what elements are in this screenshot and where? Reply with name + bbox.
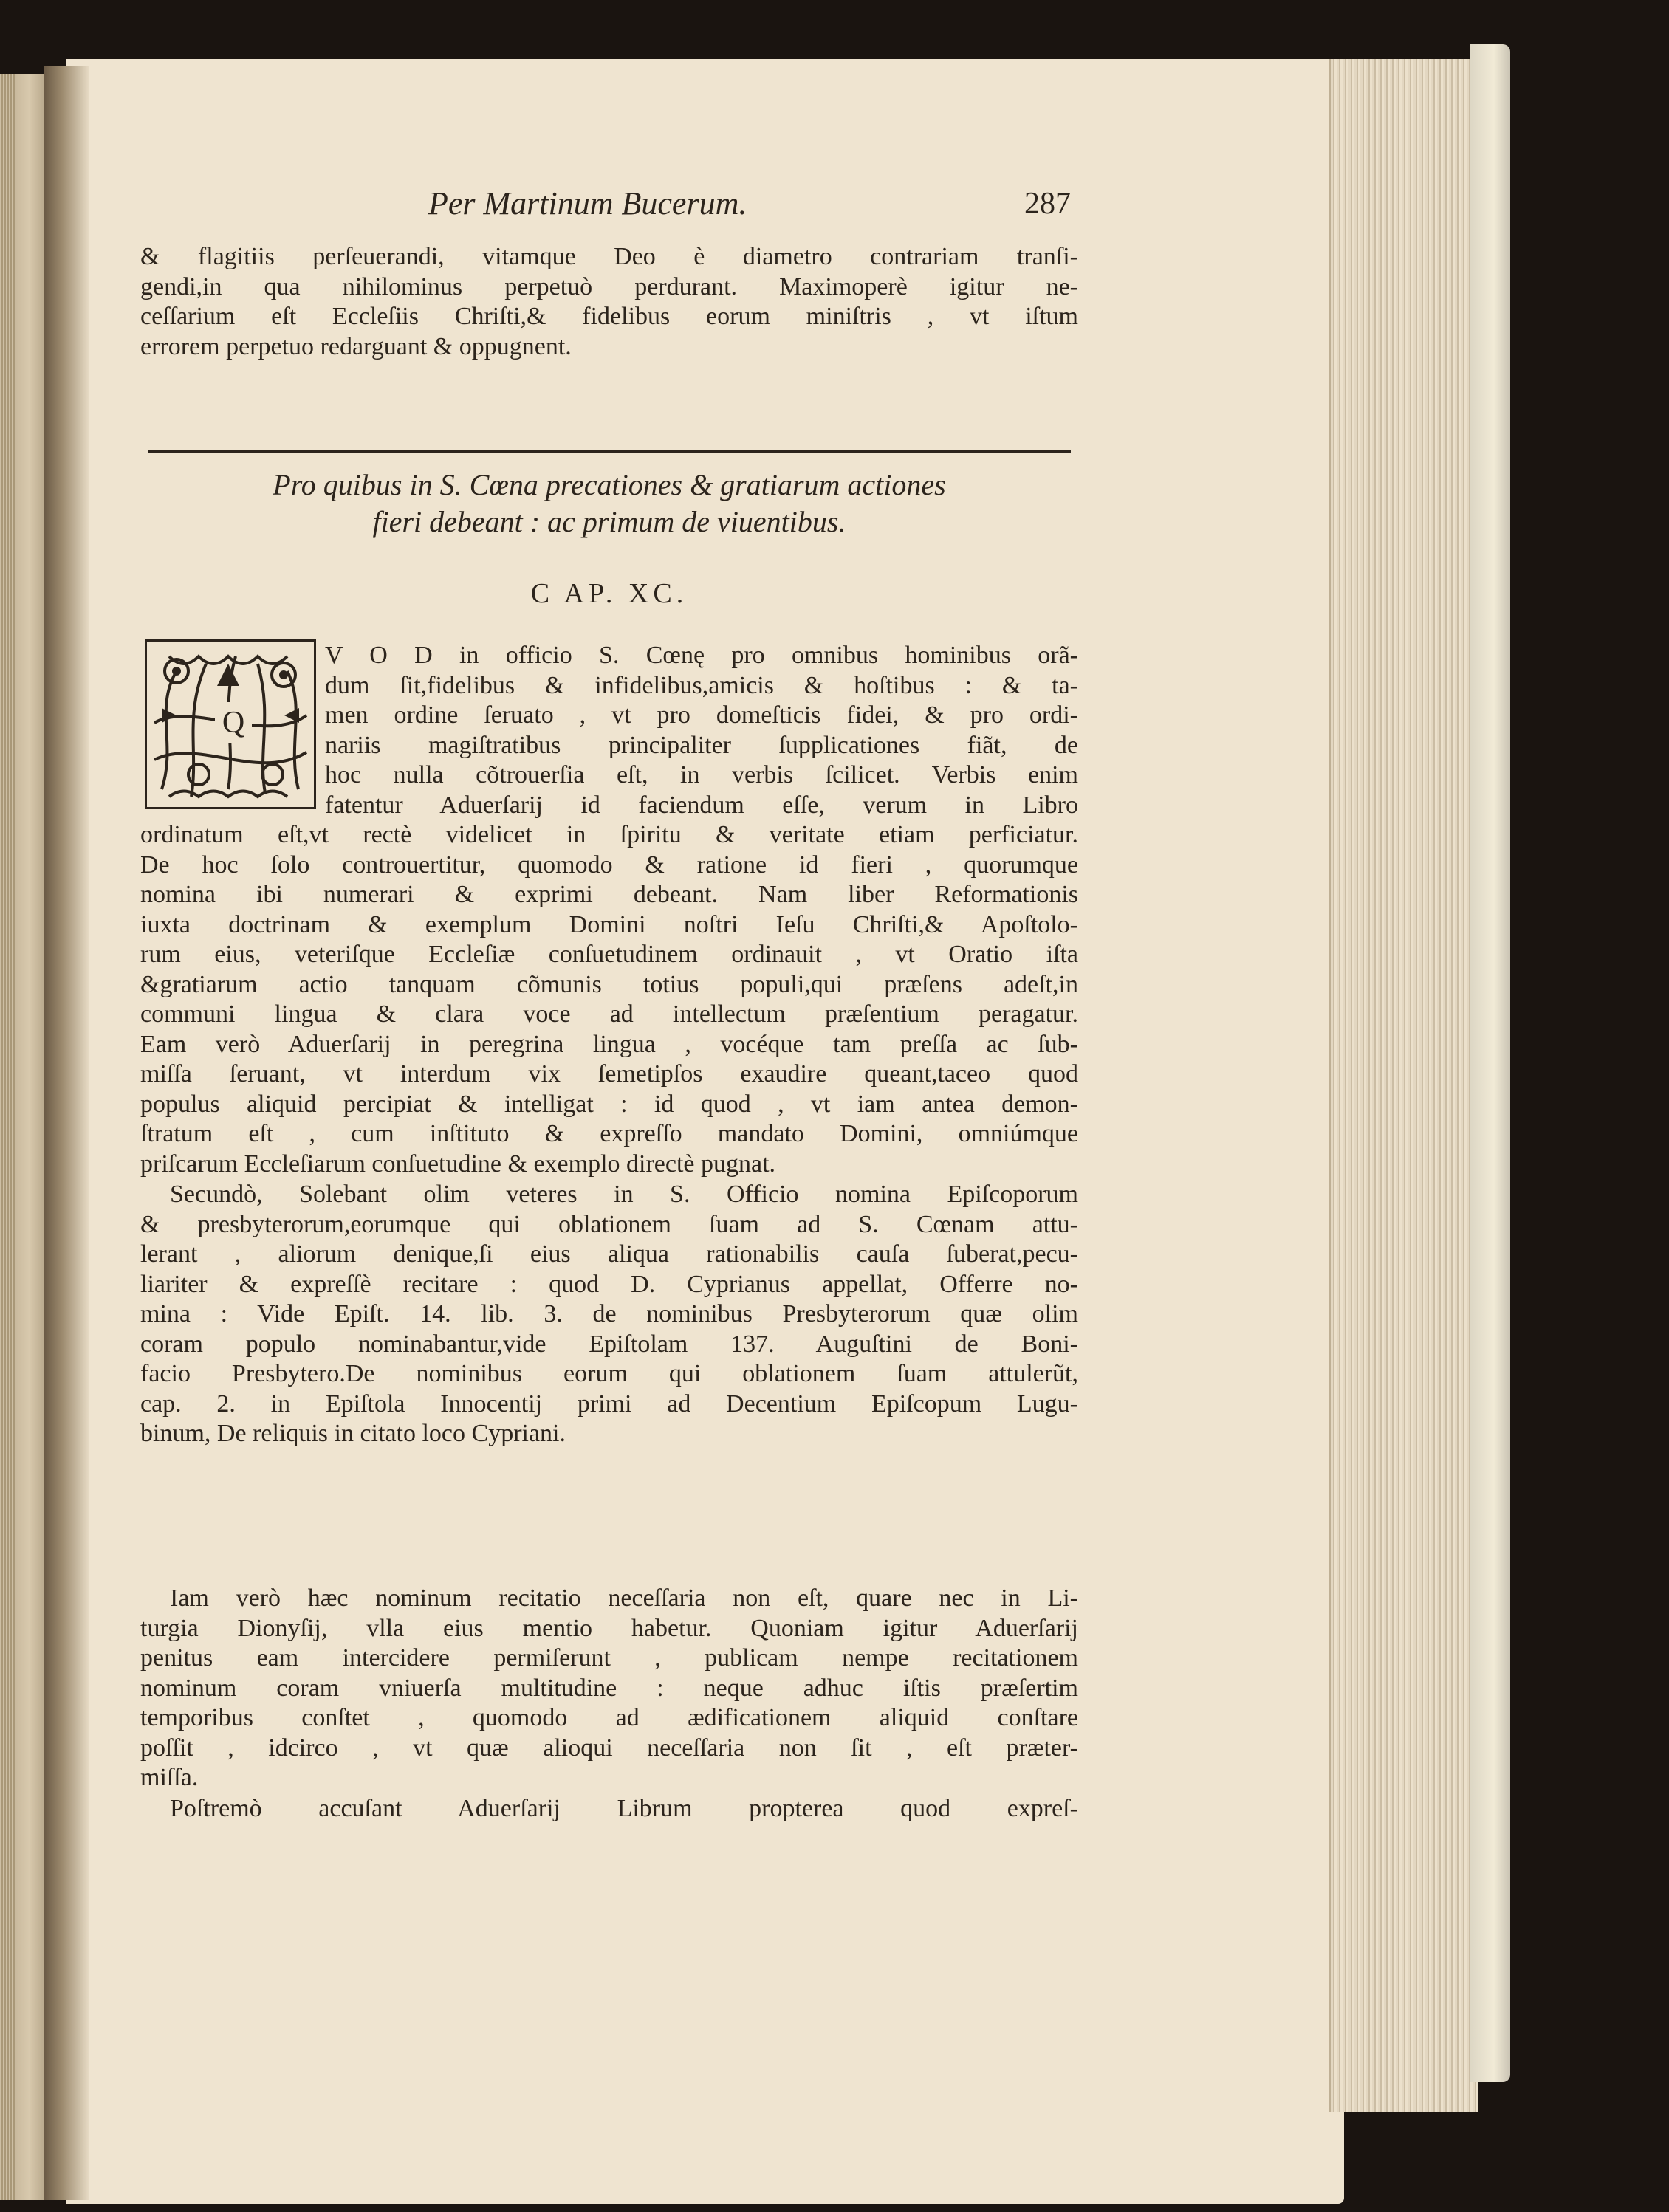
text-line: & flagitiis perſeuerandi, vitamque Deo è diametro contrariam tranſi- [140,243,1078,270]
text-line: lerant , aliorum denique,ſi eius aliqua rationabilis cauſa ſuberat,pecu- [140,1240,1078,1268]
section-heading [148,467,1071,540]
text-line: &gratiarum actio tanquam cõmunis totius populi,qui præſens adeſt,in [140,970,1078,998]
running-title: Per Martinum Bucerum. [428,185,747,221]
paragraph-2 [140,1180,1078,1449]
text-line: nomina ibi numerari & exprimi debeant. Nam liber Reformationis [140,881,1078,908]
text-line: hoc nulla cõtrouerſia eſt, in verbis ſcilicet. Verbis enim [325,761,1078,789]
text-line: Poſtremò accuſant Aduerſarij Librum propterea quod expreſ- [170,1795,1078,1822]
text-line: poſſit , idcirco , vt quæ alioqui neceſſaria non ſit , eſt præter- [140,1734,1078,1762]
text-line: coram populo nominabantur,vide Epiſtolam 137. Auguſtini de Boni- [140,1330,1078,1358]
text-line: temporibus conſtet , quomodo ad ædificationem aliquid conſtare [140,1704,1078,1731]
text-line: Secundò, Solebant olim veteres in S. Officio nomina Epiſcoporum [170,1181,1078,1208]
binding-gutter [44,66,89,2200]
text-line: iuxta doctrinam & exemplum Domini noſtri Ieſu Chriſti,& Apoſtolo- [140,910,1078,938]
top-text-block [140,242,1078,362]
initial-text-block [325,641,1078,820]
catchline [170,1794,1078,1824]
text-line: cap. 2. in Epiſtola Innocentij primi ad Decentium Epiſcopum Lugu- [140,1390,1078,1418]
page-block-edges [1329,59,1478,2112]
text-line: men ordine ſeruato , vt pro domeſticis fidei, & pro ordi- [325,701,1078,729]
text-line: miſſa ſeruant, vt interdum vix ſemetipſos exaudire queant,taceo quod [140,1060,1078,1088]
text-line: turgia Dionyſij, vlla eius mentio habetur. Quoniam igitur Aduerſarij [140,1614,1078,1642]
initial-letter: Q [215,702,252,743]
book-cover-edge [1470,44,1510,2082]
left-page-leaves [0,74,15,2200]
text-line: & presbyterorum,eorumque qui oblationem ſuam ad S. Cœnam attu- [140,1210,1078,1238]
text-line: De hoc ſolo controuertitur, quomodo & ratione id fieri , quorumque [140,851,1078,879]
text-line: communi lingua & clara voce ad intellectum præſentium peragatur. [140,1000,1078,1028]
text-line: mina : Vide Epiſt. 14. lib. 3. de nominibus Presbyterorum quæ olim [140,1300,1078,1327]
text-line: binum, De reliquis in citato loco Cypriani. [140,1420,566,1447]
text-line: nariis magiſtratibus principaliter ſupplicationes fiãt, de [325,731,1078,759]
decorated-initial [145,639,316,809]
section-heading-line: Pro quibus in S. Cœna precationes & gratiarum actiones [273,468,946,501]
chapter-label: C AP. XC. [530,578,688,609]
text-line: ſtratum eſt , cum inſtituto & expreſſo mandato Domini, omniúmque [140,1120,1078,1147]
text-line: dum ſit,fidelibus & infidelibus,amicis & hoſtibus : & ta- [325,671,1078,699]
text-line: miſſa. [140,1764,199,1791]
paragraph-1 [140,820,1078,1179]
text-line: ordinatum eſt,vt rectè videlicet in ſpiritu & veritate etiam perficiatur. [140,821,1078,848]
text-line: populus aliquid percipiat & intelligat : id quod , vt iam antea demon- [140,1090,1078,1118]
text-line: nominum coram vniuerſa multitudine : neque adhuc iſtis præſertim [140,1674,1078,1702]
text-line: liariter & expreſſè recitare : quod D. Cyprianus appellat, Offerre no- [140,1270,1078,1298]
text-line: fatentur Aduerſarij id faciendum eſſe, verum in Libro [325,791,1078,819]
running-head [148,185,1078,229]
page-number: 287 [1024,187,1071,221]
text-line: Iam verò hæc nominum recitatio neceſſaria non eſt, quare nec in Li- [170,1584,1078,1612]
section-heading-line: fieri debeant : ac primum de viuentibus. [372,505,846,538]
text-line: rum eius, veteriſque Eccleſiæ conſuetudinem ordinauit , vt Oratio iſta [140,941,1078,968]
text-line: penitus eam intercidere permiſerunt , publicam nempe recitationem [140,1644,1078,1672]
text-line: priſcarum Eccleſiarum conſuetudine & exemplo directè pugnat. [140,1150,776,1178]
text-line: gendi,in qua nihilominus perpetuò perdurant. Maximoperè igitur ne- [140,272,1078,300]
section-rule [148,450,1071,453]
text-line: errorem perpetuo redarguant & oppugnent. [140,332,572,360]
text-line: ceſſarium eſt Eccleſiis Chriſti,& fidelibus eorum miniſtris , vt iſtum [140,303,1078,330]
text-line: V O D in officio S. Cœnę pro omnibus hominibus orã- [325,642,1078,669]
paragraph-3 [140,1584,1078,1793]
text-line: Eam verò Aduerſarij in peregrina lingua , vocéque tam preſſa ac ſub- [140,1030,1078,1058]
text-line: facio Presbytero.De nominibus eorum qui oblationem ſuam attulerũt, [140,1360,1078,1387]
